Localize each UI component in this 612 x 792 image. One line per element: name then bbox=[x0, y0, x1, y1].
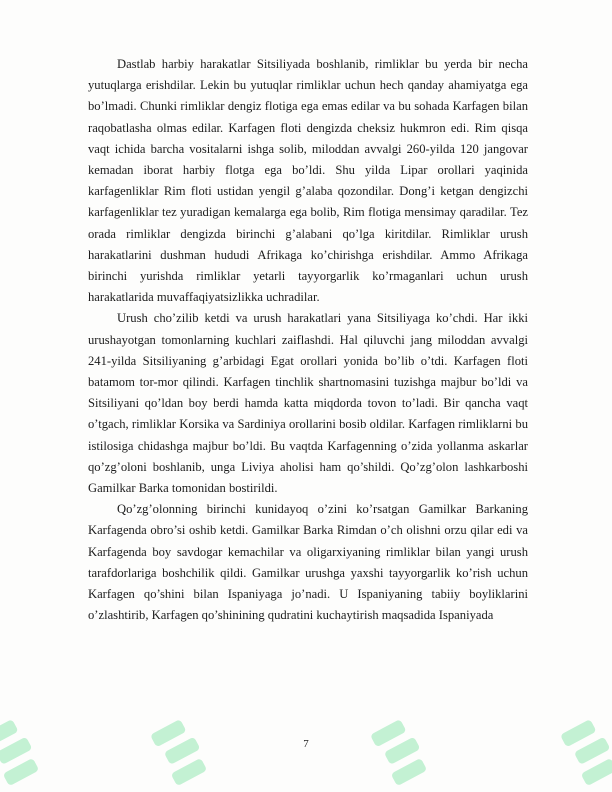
page-number: 7 bbox=[303, 738, 309, 750]
paragraph: Qo’zg’olonning birinchi kunidayoq o’zini ko’rsatgan Gamilkar Barkaning Karfagenda obro’si oshib ketdi. Gamilkar Barka Rimdan o’ch olishni orzu qilar edi va Karfagenda boy savdogar kemachilar va oligarxiyaning rimliklar bilan yangi urush tarafdorlariga boshchilik qildi. Gamilkar urushga yaxshi tayyorgarlik ko’rish uchun Karfagen qo’shini bilan Ispaniyaga jo’nadi. U Ispaniyaning tabiiy boyliklarini o’zlashtirib, Karfagen qo’shinining qudratini kuchaytirish maqsadida Ispaniyada bbox=[88, 502, 528, 623]
document-body bbox=[88, 54, 528, 626]
paragraph: Dastlab harbiy harakatlar Sitsiliyada boshlanib, rimliklar bu yerda bir necha yutuqlarga erishdilar. Lekin bu yutuqlar rimliklar uchun hech qanday ahamiyatga ega bo’lmadi. Chunki rimliklar dengiz flotiga ega emas edilar va bu sohada Karfagen bilan raqobatlasha olmas edilar. Karfagen floti dengizda cheksiz hukmron edi. Rim qisqa vaqt ichida barcha vositalarni ishga solib, miloddan avvalgi 260-yilda 120 jangovar kemadan iborat harbiy flotga ega bo’ldi. Shu yilda Lipar orollari yaqinida karfagenliklar Rim floti ustidan yengil g’alaba qozondilar. Dong’i ketgan dengizchi karfagenliklar tez yuradigan kemalarga ega bolib, Rim flotiga mensimay qaradilar. Tez orada rimliklar dengizda birinchi g’alabani qo’lga kiritdilar. Rimliklar urush harakatlarini dushman hududi Afrikaga ko’chirishga erishdilar. Ammo Afrikaga birinchi yurishda rimliklar yetarli tayyorgarlik ko’rmaganlari uchun urush harakatlarida muvaffaqiyatsizlikka uchradilar. bbox=[88, 57, 528, 305]
paragraph: Urush cho’zilib ketdi va urush harakatlari yana Sitsiliyaga ko’chdi. Har ikki urushayotgan tomonlarning kuchlari zaiflashdi. Hal qiluvchi jang miloddan avvalgi 241-yilda Sitsiliyaning g’arbidagi Egat orollari yonida bo’lib o’tdi. Karfagen floti batamom tor-mor qilindi. Karfagen tinchlik shartnomasini tuzishga majbur bo’ldi va Sitsiliyani qo’ldan boy berdi hamda katta miqdorda tovon to’ladi. Bir qancha vaqt o’tgach, rimliklar Korsika va Sardiniya orollarini bosib oldilar. Karfagen rimliklarni bu istilosiga chidashga majbur bo’ldi. Bu vaqtda Karfagenning o’zida yollanma askarlar qo’zg’oloni boshlanib, unga Liviya aholisi ham qo’shildi. Qo’zg’olon lashkarboshi Gamilkar Barka tomonidan bostirildi. bbox=[88, 311, 528, 496]
